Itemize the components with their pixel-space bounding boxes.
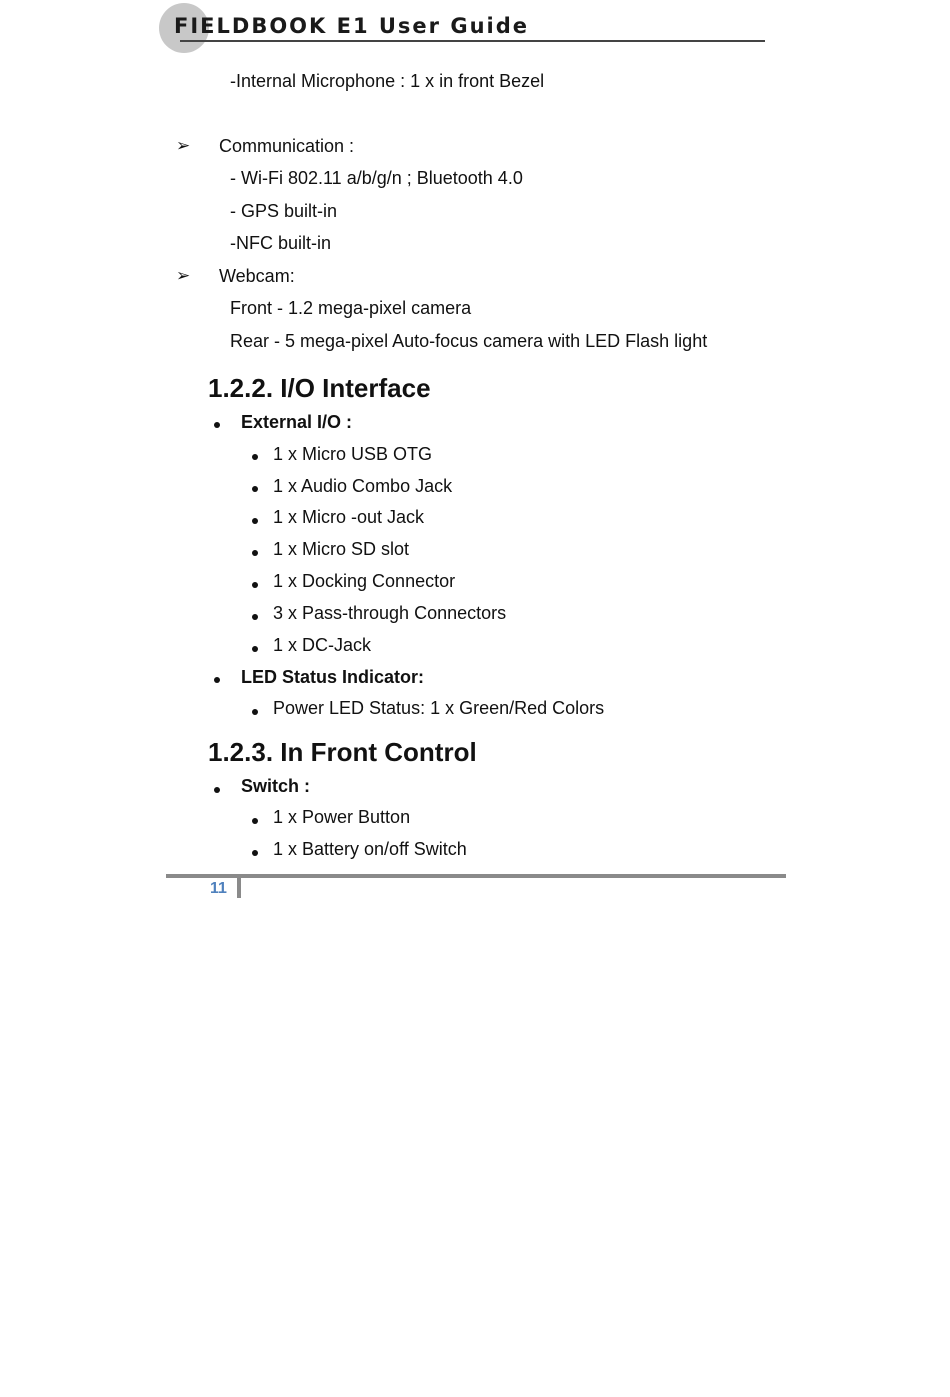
arrow-bullet-icon: ➢ — [176, 266, 191, 285]
wifi-spec: - Wi-Fi 802.11 a/b/g/n ; Bluetooth 4.0 — [230, 168, 523, 188]
led-status-label: LED Status Indicator: — [241, 667, 425, 687]
bullet-icon — [252, 582, 258, 588]
bullet-icon — [252, 454, 258, 460]
bullet-icon — [214, 677, 220, 683]
bullet-icon — [252, 646, 258, 652]
list-item: 1 x Micro SD slot — [273, 539, 410, 559]
bullet-icon — [252, 486, 258, 492]
section-heading-front-control: 1.2.3. In Front Control — [208, 737, 477, 767]
bullet-icon — [252, 709, 258, 715]
rear-camera-spec: Rear - 5 mega-pixel Auto-focus camera with LED Flash light — [230, 331, 708, 351]
bullet-icon — [214, 422, 220, 428]
bullet-icon — [252, 614, 258, 620]
webcam-label: Webcam: — [219, 266, 295, 286]
document-title: FIELDBOOK E1 User Guide — [174, 14, 530, 38]
bullet-icon — [252, 850, 258, 856]
microphone-spec: -Internal Microphone : 1 x in front Bezel — [230, 71, 545, 91]
communication-label: Communication : — [219, 136, 355, 156]
page-number: 11 — [210, 880, 227, 897]
page-number-bar — [237, 878, 241, 898]
bullet-icon — [252, 550, 258, 556]
list-item: Power LED Status: 1 x Green/Red Colors — [273, 698, 605, 718]
nfc-spec: -NFC built-in — [230, 233, 332, 253]
list-item: 1 x Micro USB OTG — [273, 444, 433, 464]
list-item: 1 x DC-Jack — [273, 635, 372, 655]
bullet-icon — [252, 818, 258, 824]
section-heading-io-interface: 1.2.2. I/O Interface — [208, 373, 431, 403]
list-item: 1 x Battery on/off Switch — [273, 839, 467, 859]
list-item: 1 x Micro -out Jack — [273, 507, 425, 527]
header-rule — [180, 40, 765, 42]
list-item: 1 x Audio Combo Jack — [273, 476, 453, 496]
bullet-icon — [252, 518, 258, 524]
footer-rule — [166, 874, 786, 878]
bullet-icon — [214, 787, 220, 793]
front-camera-spec: Front - 1.2 mega-pixel camera — [230, 298, 472, 318]
list-item: 1 x Power Button — [273, 807, 411, 827]
arrow-bullet-icon: ➢ — [176, 136, 191, 155]
switch-label: Switch : — [241, 776, 311, 796]
external-io-label: External I/O : — [241, 412, 353, 432]
list-item: 1 x Docking Connector — [273, 571, 456, 591]
list-item: 3 x Pass-through Connectors — [273, 603, 507, 623]
gps-spec: - GPS built-in — [230, 201, 338, 221]
